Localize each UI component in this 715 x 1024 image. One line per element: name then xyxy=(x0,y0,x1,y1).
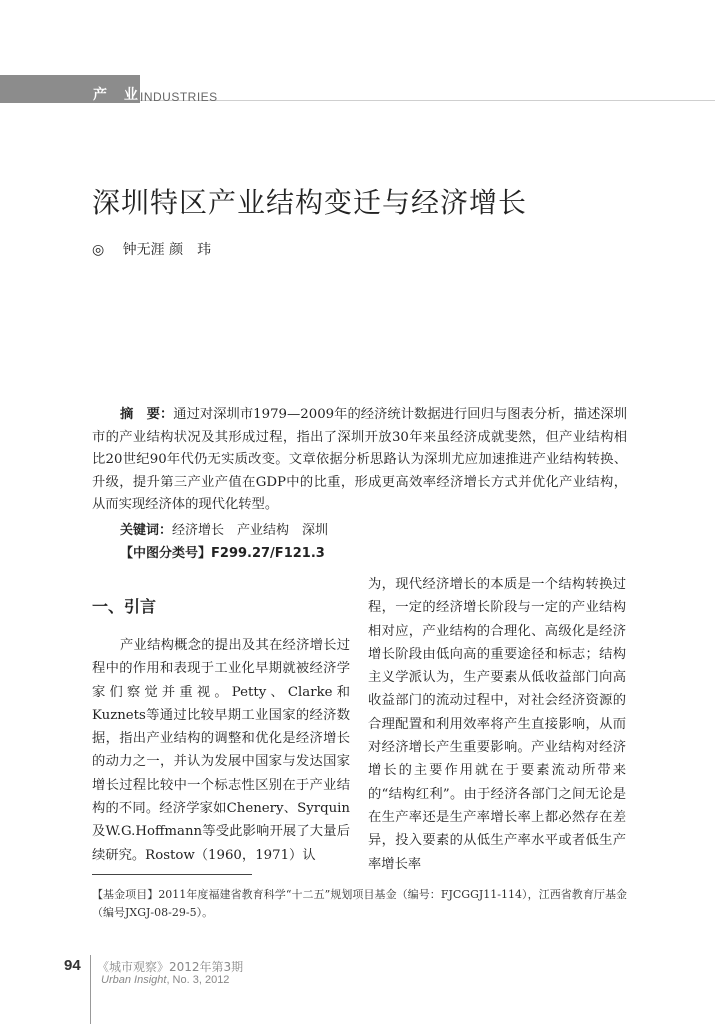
journal-name-en xyxy=(101,974,229,986)
abstract-text: 通过对深圳市1979—2009年的经济统计数据进行回归与图表分析，描述深圳市的产业结构状况及其形成过程，指出了深圳开放30年来虽经济成就斐然，但产业结构相比20世纪90年代仍无实质改变。文章依据分析思路认为深圳尤应加速推进产业结构转换、升级，提升第三产业产值在GDP中的比重，形成更高效率经济增长方式并优化产业结构，从而实现经济体的现代化转型。 xyxy=(92,407,628,512)
right-column xyxy=(368,573,626,876)
classification xyxy=(120,542,325,561)
footer-divider xyxy=(90,955,91,1024)
article-title: 深圳特区产业结构变迁与经济增长 xyxy=(92,186,528,219)
classification-code: F299.27/F121.3 xyxy=(211,546,325,561)
section-label-en: INDUSTRIES xyxy=(140,90,218,104)
journal-en-issue: , No. 3, 2012 xyxy=(166,974,230,986)
classification-label: 【中图分类号】 xyxy=(120,546,212,561)
abstract-paragraph xyxy=(92,404,627,517)
header-rule xyxy=(140,100,715,101)
author-names: 钟无涯 颜 玮 xyxy=(122,242,212,258)
author-mark: ◎ xyxy=(92,242,105,258)
footnote-rule xyxy=(92,874,252,875)
author-line xyxy=(92,239,211,259)
section-label-cn: 产 业 xyxy=(93,87,144,103)
right-column-text: 为，现代经济增长的本质是一个结构转换过程，一定的经济增长阶段与一定的产业结构相对应，产业结构的合理化、高级化是经济增长阶段由低向高的重要途径和标志；结构主义学派认为，生产要素从低收益部门向高收益部门的流动过程中，对社会经济资源的合理配置和利用效率将产生直接影响，从而对经济增长产生重要影响。产业结构对经济增长的主要作用就在于要素流动所带来的“结构红利”。由于经济各部门之间无论是在生产率还是生产率增长率上都必然存在差异，投入要素的从低生产率水平或者低生产率增长率 xyxy=(368,577,626,872)
page-number: 94 xyxy=(64,957,81,974)
section-heading: 一、引言 xyxy=(92,597,157,616)
footnote-text: 2011年度福建省教育科学“十二五”规划项目基金（编号：FJCGGJ11-114），江西省教育厅基金（编号JXGJ-08-29-5）。 xyxy=(92,888,628,919)
abstract xyxy=(92,404,627,517)
keywords-label: 关键词： xyxy=(120,523,173,538)
keywords xyxy=(120,519,328,538)
journal-en-title: Urban Insight xyxy=(101,974,167,986)
footnote-label: 【基金项目】 xyxy=(92,888,159,901)
left-column xyxy=(92,597,350,867)
footnote xyxy=(92,886,627,922)
keywords-text: 经济增长 产业结构 深圳 xyxy=(172,523,329,538)
left-column-text: 产业结构概念的提出及其在经济增长过程中的作用和表现于工业化早期就被经济学家们察觉并重视。Petty、Clarke和Kuznets等通过比较早期工业国家的经济数据，指出产业结构的调整和优化是经济增长的动力之一，并认为发展中国家与发达国家增长过程比较中一个标志性区别在于产业结构的不同。经济学家如Chenery、Syrquin及W.G.Hoffmann等受此影响开展了大量后续研究。Rostow（1960，1971）认 xyxy=(92,638,350,863)
abstract-label: 摘 要： xyxy=(120,407,174,422)
journal-name-cn: 《城市观察》2012年第3期 xyxy=(97,960,244,974)
